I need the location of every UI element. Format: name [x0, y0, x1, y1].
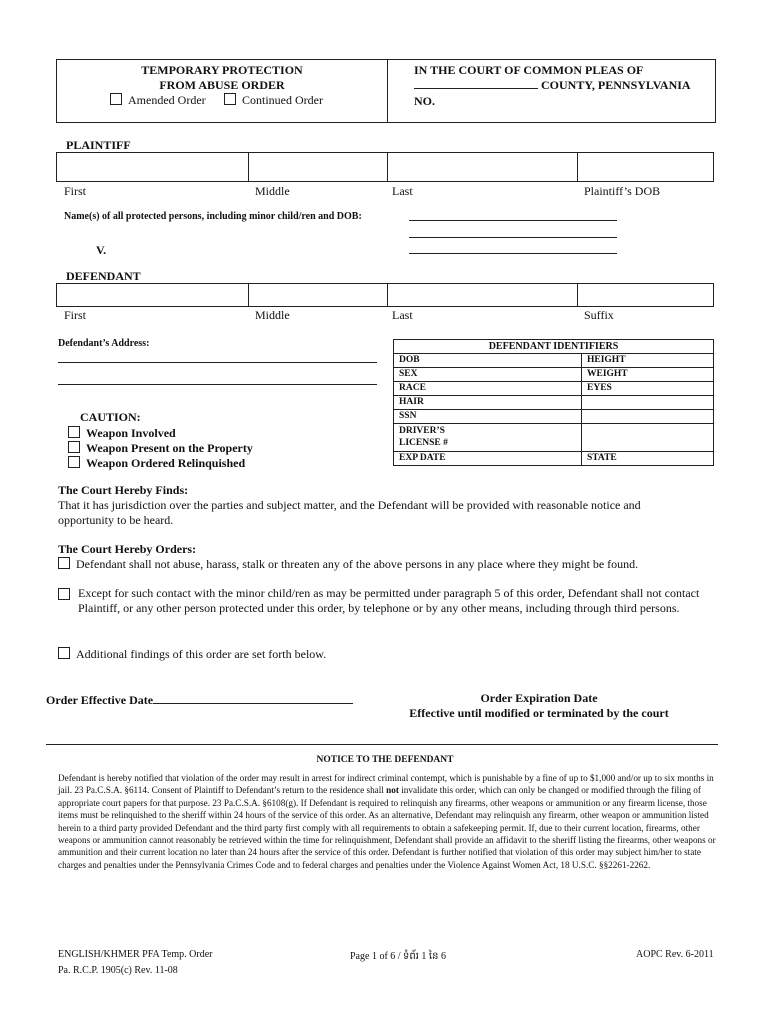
court-title: IN THE COURT OF COMMON PLEAS OF: [414, 63, 644, 77]
footer-form-name: ENGLISH/KHMER PFA Temp. Order: [58, 949, 213, 960]
defendant-identifiers-table: [393, 339, 714, 466]
weapon-involved-checkbox[interactable]: [68, 426, 80, 438]
order-item-2-checkbox[interactable]: [58, 588, 70, 600]
caution-weapon-present[interactable]: [68, 441, 253, 456]
license-number-label: LICENSE #: [399, 438, 448, 448]
dob-label: DOB: [399, 355, 420, 365]
defendant-address-label: Defendant’s Address:: [58, 338, 150, 349]
footer-rule: Pa. R.C.P. 1905(c) Rev. 11-08: [58, 965, 178, 976]
county-label: COUNTY, PENNSYLVANIA: [541, 78, 691, 92]
race-label: RACE: [399, 383, 426, 393]
eyes-cell[interactable]: [582, 382, 713, 395]
order-item-1: [58, 557, 738, 572]
defendant-suffix-field[interactable]: [578, 284, 712, 305]
hair-cell[interactable]: [394, 396, 582, 409]
hair-extra-cell[interactable]: [582, 396, 713, 409]
exp-date-label: EXP DATE: [399, 453, 446, 463]
weapon-involved-label: Weapon Involved: [86, 426, 176, 440]
caution-weapon-involved[interactable]: [68, 426, 176, 441]
order-item-3-text: Additional findings of this order are set forth below.: [76, 647, 327, 661]
weapon-present-checkbox[interactable]: [68, 441, 80, 453]
plaintiff-middle-field[interactable]: [249, 153, 386, 180]
order-item-3-checkbox[interactable]: [58, 647, 70, 659]
dob-cell[interactable]: [394, 354, 582, 367]
weapon-present-label: Weapon Present on the Property: [86, 441, 253, 455]
height-label: HEIGHT: [587, 355, 626, 365]
footer-page-number: Page 1 of 6 / ទំព័រ 1 នៃ 6: [350, 951, 446, 962]
sex-label: SEX: [399, 369, 418, 379]
identifiers-row-dob: [394, 353, 713, 367]
defendant-first-label: First: [64, 308, 87, 322]
exp-date-cell[interactable]: [394, 452, 582, 465]
notice-text-part1: Defendant is hereby notified that violation of the order may result in arrest for indirect criminal contempt, which is punishable by a fine of up to $1,000 and/or up to six months in jail. 23 Pa.C.S.A. §6114. Consent of Plaintiff to Defendant’s return to the residence shall: [58, 773, 714, 796]
plaintiff-title: PLAINTIFF: [66, 138, 131, 152]
defendant-title: DEFENDANT: [66, 269, 141, 283]
license-cell[interactable]: [394, 424, 582, 451]
ssn-label: SSN: [399, 411, 417, 421]
defendant-last-field[interactable]: [388, 284, 576, 305]
plaintiff-last-field[interactable]: [388, 153, 576, 180]
defendant-middle-label: Middle: [255, 308, 290, 322]
notice-title: NOTICE TO THE DEFENDANT: [316, 755, 454, 765]
defendant-address-line-2[interactable]: [58, 384, 377, 385]
plaintiff-last-label: Last: [392, 184, 413, 198]
defendant-suffix-label: Suffix: [584, 308, 614, 322]
amended-order-checkbox[interactable]: [110, 93, 122, 105]
versus-label: V.: [96, 243, 107, 257]
orders-heading: The Court Hereby Orders:: [58, 542, 197, 556]
state-cell[interactable]: [582, 452, 713, 465]
protected-persons-line-1[interactable]: [409, 220, 617, 221]
order-item-1-text: Defendant shall not abuse, harass, stalk or threaten any of the above persons in any place where they might be found.: [76, 557, 639, 571]
header-divider: [387, 59, 388, 122]
defendant-middle-field[interactable]: [249, 284, 386, 305]
ssn-extra-cell[interactable]: [582, 410, 713, 423]
order-effective-date-field[interactable]: [153, 690, 353, 704]
notice-divider: [46, 744, 718, 745]
finds-text: That it has jurisdiction over the parties and subject matter, and the Defendant will be provided with reasonable notice and opportunity to be heard.: [58, 498, 641, 527]
order-item-1-checkbox[interactable]: [58, 557, 70, 569]
order-title-line2: FROM ABUSE ORDER: [159, 78, 285, 92]
weapon-relinquished-checkbox[interactable]: [68, 456, 80, 468]
continued-order-option[interactable]: [224, 93, 323, 108]
plaintiff-dob-label: Plaintiff’s DOB: [584, 184, 661, 198]
order-expiration-note: Effective until modified or terminated by the court: [409, 706, 669, 720]
order-item-2-text: Except for such contact with the minor child/ren as may be permitted under paragraph 5 of this order, Defendant shall not contact Plaintiff, or any other person protected under this order, by telephone or by any other means, including through third persons.: [78, 586, 700, 615]
plaintiff-first-label: First: [64, 184, 87, 198]
continued-order-checkbox[interactable]: [224, 93, 236, 105]
protected-persons-line-3[interactable]: [409, 253, 617, 254]
race-cell[interactable]: [394, 382, 582, 395]
caution-weapon-relinquished[interactable]: [68, 456, 245, 471]
defendant-last-label: Last: [392, 308, 413, 322]
sex-cell[interactable]: [394, 368, 582, 381]
identifiers-title: DEFENDANT IDENTIFIERS: [488, 341, 619, 352]
order-expiration-date-label: Order Expiration Date: [480, 691, 598, 705]
caution-title: CAUTION:: [80, 410, 141, 424]
plaintiff-dob-field[interactable]: [578, 153, 712, 180]
identifiers-row-ssn: [394, 409, 713, 423]
weight-cell[interactable]: [582, 368, 713, 381]
defendant-first-field[interactable]: [57, 284, 247, 305]
identifiers-row-exp: [394, 451, 713, 465]
hair-label: HAIR: [399, 397, 424, 407]
plaintiff-first-field[interactable]: [57, 153, 247, 180]
order-effective-date-label: Order Effective Date: [46, 693, 154, 707]
drivers-label: DRIVER’S: [399, 426, 445, 436]
county-line: [414, 78, 691, 93]
county-blank[interactable]: [414, 88, 538, 89]
weapon-relinquished-label: Weapon Ordered Relinquished: [86, 456, 246, 470]
identifiers-row-hair: [394, 395, 713, 409]
order-effective-date: [46, 690, 353, 708]
docket-no-label: NO.: [414, 94, 435, 108]
height-cell[interactable]: [582, 354, 713, 367]
finds-heading: The Court Hereby Finds:: [58, 483, 189, 497]
license-extra-cell[interactable]: [582, 424, 713, 451]
state-label: STATE: [587, 453, 617, 463]
defendant-address-line-1[interactable]: [58, 362, 377, 363]
order-title-line1: TEMPORARY PROTECTION: [141, 63, 303, 77]
notice-text-bold: not: [386, 785, 399, 796]
protected-persons-line-2[interactable]: [409, 237, 617, 238]
identifiers-row-sex: [394, 367, 713, 381]
footer-revision: AOPC Rev. 6-2011: [636, 949, 714, 960]
ssn-cell[interactable]: [394, 410, 582, 423]
amended-order-option[interactable]: [110, 93, 206, 108]
identifiers-row-license: [394, 423, 713, 451]
continued-order-label: Continued Order: [242, 93, 323, 107]
plaintiff-middle-label: Middle: [255, 184, 290, 198]
notice-text-part2: invalidate this order, which can only be changed or modified through the filing of appropriate court papers for that purpose. 23 Pa.C.S.A. §6108(g). If Defendant is required to relinquish any firearms, other weapons or ammunition or any firearm license, those items must be relinquished to the sheriff within 24 hours of the service of this order. As an alternative, Defendant may relinquish any firearm, other weapon or ammunition listed herein to a third party provided Defendant and the third party first comply with all requirements to obtain a safekeeping permit. If, due to their current location, firearms, other weapons or ammunition cannot reasonably be retrieved within the time for relinquishment, Defendant shall provide an affidavit to the sheriff listing the firearms, other weapons or ammunition and their current location no later than 24 hours after the service of this order. Defendant is further notified that violation of this order may subject him/her to state charges and penalties under the Pennsylvania Crimes Code and to federal charges and penalties under the Violence Against Women Act, 18 U.S.C. §§2261-2262.: [58, 785, 716, 870]
protected-persons-label: Name(s) of all protected persons, including minor child/ren and DOB:: [64, 211, 362, 222]
amended-order-label: Amended Order: [128, 93, 206, 107]
order-item-3: [58, 647, 326, 662]
weight-label: WEIGHT: [587, 369, 628, 379]
eyes-label: EYES: [587, 383, 612, 393]
order-item-2: [58, 586, 718, 616]
notice-text: [58, 772, 720, 871]
identifiers-row-race: [394, 381, 713, 395]
